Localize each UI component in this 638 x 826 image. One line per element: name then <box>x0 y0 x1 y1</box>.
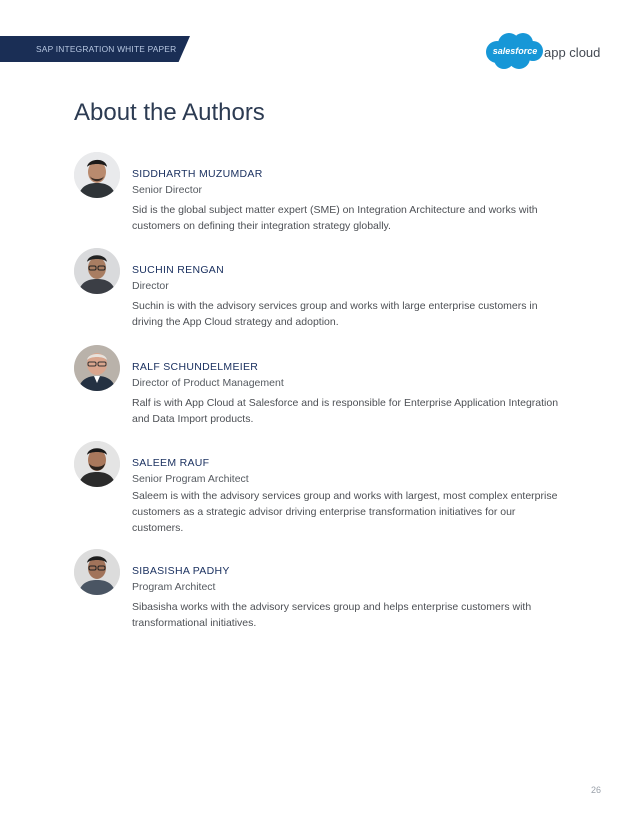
author-headshot <box>74 441 120 487</box>
author-bio: Ralf is with App Cloud at Salesforce and is responsible for Enterprise Application Integration and Data Import products. <box>132 397 559 425</box>
author-bio: Sid is the global subject matter expert (SME) on Integration Architecture and works with customers on defining their integration strategy globally. <box>132 204 538 232</box>
author-headshot <box>74 549 120 595</box>
author-role: Program Architect <box>132 581 216 593</box>
page-number: 26 <box>591 785 602 795</box>
author-role: Director <box>132 280 169 292</box>
author-headshot <box>74 345 120 391</box>
author-name: SALEEM RAUF <box>132 457 210 469</box>
author-name: SUCHIN RENGAN <box>132 264 224 276</box>
author-role: Senior Program Architect <box>132 473 249 485</box>
page-title: About the Authors <box>74 99 265 126</box>
author-name: SIBASISHA PADHY <box>132 565 230 577</box>
author-bio: Sibasisha works with the advisory services group and helps enterprise customers with transformational initiatives. <box>132 601 532 629</box>
author-headshot <box>74 152 120 198</box>
author-role: Senior Director <box>132 184 203 196</box>
logo-product-name: app cloud <box>544 45 601 60</box>
author-bio: Saleem is with the advisory services group and works with largest, most complex enterprise customers as a strategic advisor driving enterprise transformation initiatives for our customers. <box>132 490 558 534</box>
logo-wordmark: salesforce <box>492 46 538 56</box>
salesforce-app-cloud-logo <box>483 32 607 72</box>
author-headshot <box>74 248 120 294</box>
author-name: SIDDHARTH MUZUMDAR <box>132 168 263 180</box>
banner-text: SAP INTEGRATION WHITE PAPER <box>36 44 177 54</box>
author-role: Director of Product Management <box>132 377 284 389</box>
author-bio: Suchin is with the advisory services group and works with large enterprise customers in driving the App Cloud strategy and adoption. <box>132 300 538 328</box>
author-name: RALF SCHUNDELMEIER <box>132 361 259 373</box>
